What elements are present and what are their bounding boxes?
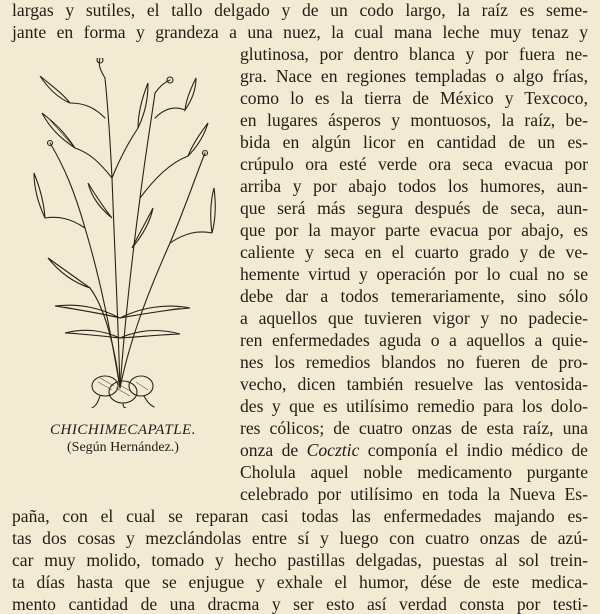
text-line: glutinosa, por dentro blanca y por fuera ne- (240, 44, 588, 64)
text-line: crúpulo ora esté verde ora seca evacua por (240, 154, 588, 174)
text-line: en lugares ásperos y montuosos, la raíz, be- (240, 110, 588, 130)
text-line: como lo es la tierra de México y Texcoco, (240, 88, 588, 108)
text-line: a aquellos que tuvieren vigor y no padecie- (240, 308, 588, 328)
text-line: jante en forma y grandeza a una nuez, la cual mana leche muy tenaz y (12, 22, 588, 42)
text-fragment: onza de (240, 440, 307, 460)
text-line: que será más segura después de seca, aun- (240, 198, 588, 218)
text-line: res cólicos; de cuatro onzas de esta raíz, una (240, 418, 588, 438)
text-line: tas dos cosas y mezclándolas entre sí y luego con cuatro onzas de azú- (12, 528, 588, 548)
figure-caption-credit: (Según Hernández.) (67, 440, 179, 455)
text-line: arriba y por abajo todos los humores, aun- (240, 176, 588, 196)
text-line: hemente virtud y operación por lo cual no se (240, 264, 588, 284)
text-line: Cholula aquel noble medicamento purgante (240, 462, 588, 482)
text-line: celebrado por utilísimo en toda la Nueva Es- (240, 484, 588, 504)
text-line: largas y sutiles, el tallo delgado y de un codo largo, la raíz es seme- (12, 0, 588, 20)
text-line: debe dar a todos temerariamente, sino sólo (240, 286, 588, 306)
text-line: ta días hasta que se enjugue y exhale el humor, dése de este medica- (12, 572, 588, 592)
text-line: que por la mayor parte evacua por abajo, es (240, 220, 588, 240)
text-line: caliente y seca en el cuarto grado y de ve- (240, 242, 588, 262)
text-line: des y que es utilísimo remedio para los dolo- (240, 396, 588, 416)
text-line: nes los remedios blandos no fueren de pro- (240, 352, 588, 372)
text-line: vecho, dicen también resuelve las ventosida- (240, 374, 588, 394)
italic-term: Cocztic (306, 440, 360, 460)
chichimecapatle-plant-illustration (20, 58, 220, 408)
text-fragment: componía el indio médico de (359, 440, 588, 460)
text-line: car muy molido, tomado y hecho pastillas delgadas, puestas al sol trein- (12, 550, 588, 570)
text-line (240, 440, 588, 460)
figure-caption-title: CHICHIMECAPATLE. (50, 422, 196, 438)
text-line: bida en algún licor en cantidad de un es- (240, 132, 588, 152)
text-line: paña, con el cual se reparan casi todas las enfermedades majando es- (12, 506, 588, 526)
text-line: ren enfermedades aguda o a aquellos a quie- (240, 330, 588, 350)
text-line: gra. Nace en regiones templadas o algo frías, (240, 66, 588, 86)
text-line: mento cantidad de una dracma y ser esto así verdad consta por testi- (12, 594, 588, 614)
